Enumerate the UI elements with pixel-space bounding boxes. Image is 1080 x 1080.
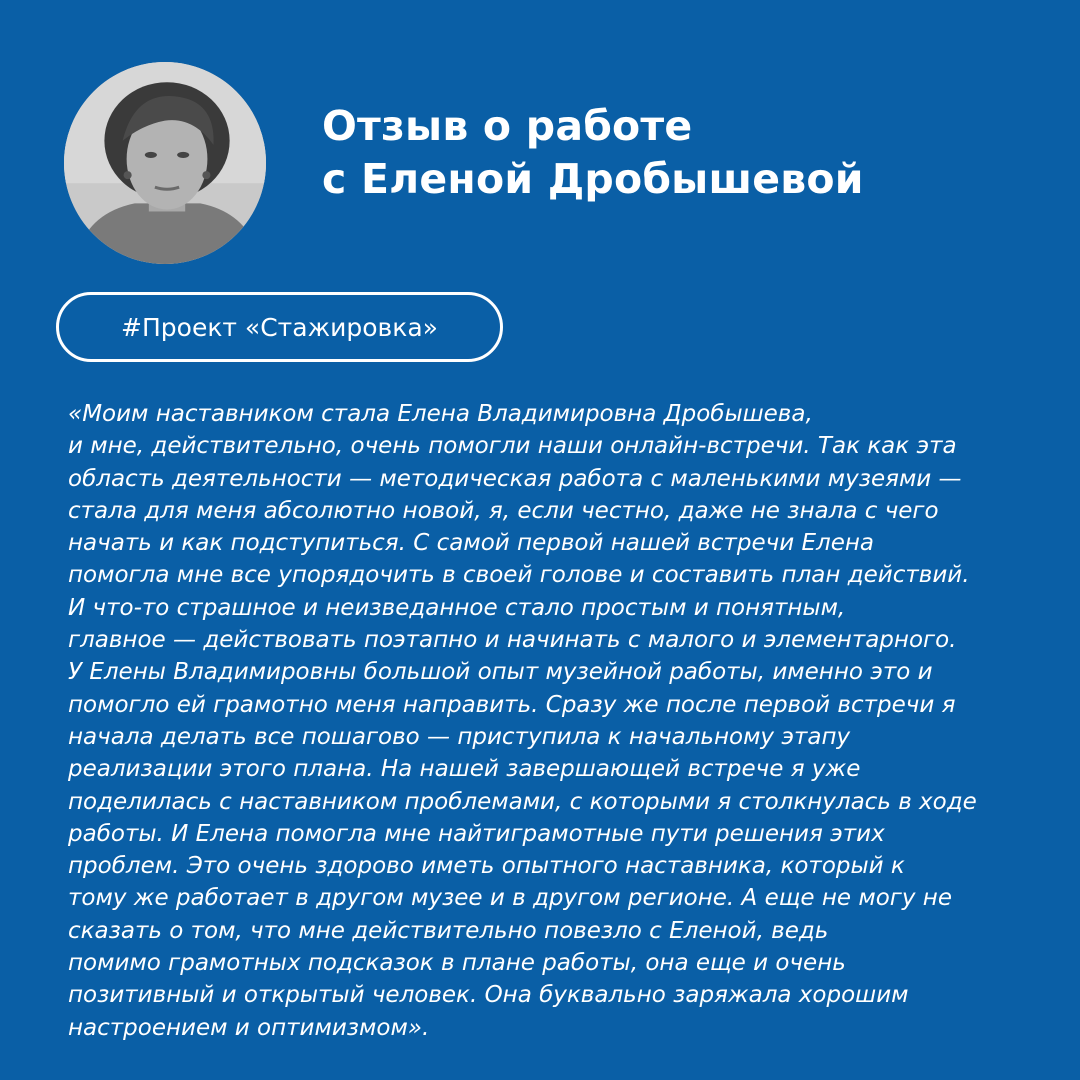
title-line-1: Отзыв о работе xyxy=(322,102,693,150)
quote-line: сказать о том, что мне действительно повезло с Еленой, ведь xyxy=(68,917,829,944)
quote-line: главное — действовать поэтапно и начинать с малого и элементарного. xyxy=(68,627,957,654)
quote-line: поделилась с наставником проблемами, с которыми я столкнулась в ходе xyxy=(68,788,977,815)
quote-line: стала для меня абсолютно новой, я, если честно, даже не знала с чего xyxy=(68,497,939,524)
title-line-2: с Еленой Дробышевой xyxy=(322,155,864,203)
quote-line: настроением и оптимизмом». xyxy=(68,1014,430,1041)
quote-line: позитивный и открытый человек. Она буквально заряжала хорошим xyxy=(68,982,909,1009)
reviewer-avatar xyxy=(64,62,266,264)
project-tag-label: #Проект «Стажировка» xyxy=(121,312,438,342)
quote-line: начала делать все пошагово — приступила к начальному этапу xyxy=(68,723,851,750)
page-title xyxy=(322,100,864,206)
reviewer-photo-icon xyxy=(64,62,266,264)
quote-line: область деятельности — методическая работа с маленькими музеями — xyxy=(68,465,962,492)
quote-line: начать и как подступиться. С самой первой нашей встречи Елена xyxy=(68,530,874,557)
quote-line: помимо грамотных подсказок в плане работы, она еще и очень xyxy=(68,950,846,977)
quote-line: проблем. Это очень здорово иметь опытного наставника, который к xyxy=(68,853,905,880)
quote-line: реализации этого плана. На нашей завершающей встрече я уже xyxy=(68,756,861,783)
quote-line: У Елены Владимировны большой опыт музейной работы, именно это и xyxy=(68,659,933,686)
quote-line: и мне, действительно, очень помогли наши онлайн-встречи. Так как эта xyxy=(68,433,957,460)
quote-line: И что-то страшное и неизведанное стало простым и понятным, xyxy=(68,594,846,621)
quote-line: тому же работает в другом музее и в другом регионе. А еще не могу не xyxy=(68,885,952,912)
project-tag-badge xyxy=(56,292,503,362)
quote-line: помогла мне все упорядочить в своей голове и составить план действий. xyxy=(68,562,970,589)
quote-line: «Моим наставником стала Елена Владимировна Дробышева, xyxy=(68,401,813,427)
testimonial-quote xyxy=(68,398,1058,1044)
quote-line: работы. И Елена помогла мне найтиграмотные пути решения этих xyxy=(68,820,885,847)
quote-line: помогло ей грамотно меня направить. Сразу же после первой встречи я xyxy=(68,691,956,718)
